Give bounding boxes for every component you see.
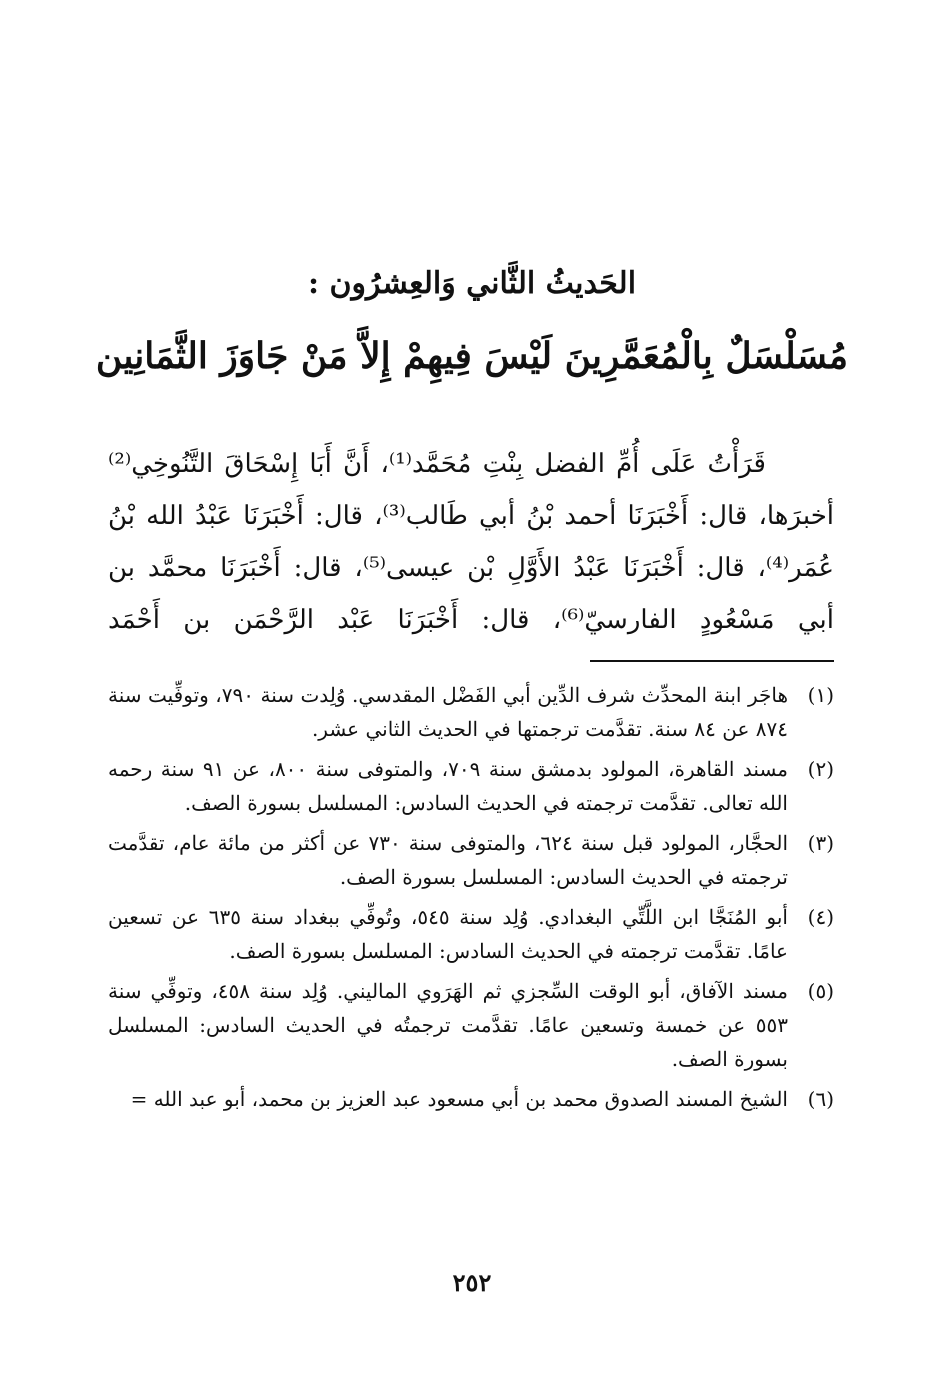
footnote-number: (٦)	[807, 1087, 834, 1111]
footnote-item	[108, 974, 834, 1076]
footnote-text: الحجَّار، المولود قبل سنة ٦٢٤، والمتوفى سنة ٧٣٠ عن أكثر من مائة عام، تقدَّمت ترجمته في الحديث السادس: المسلسل بسورة الصف.	[108, 831, 788, 889]
page-number: ٢٥٢	[452, 1268, 492, 1297]
footnote-item	[108, 826, 834, 894]
footnote-text: أبو المُنَجَّا ابن اللَّتِّي البغدادي. وُلِد سنة ٥٤٥، وتُوفِّي ببغداد سنة ٦٣٥ عن تسعين عامًا. تقدَّمت ترجمته في الحديث السادس: المسلسل بسورة الصف.	[108, 905, 788, 963]
footnote-number: (٥)	[807, 979, 834, 1003]
footnote-text: مسند الآفاق، أبو الوقت السِّجزي ثم الهَرَوي الماليني. وُلِد سنة ٤٥٨، وتوفِّي سنة ٥٥٣ عن خمسة وتسعين عامًا. تقدَّمت ترجمتُه في الحديث السادس: المسلسل بسورة الصف.	[108, 979, 788, 1071]
footnote-item	[108, 752, 834, 820]
main-text-line: قَرَأْتُ عَلَى أُمِّ الفضل بِنْتِ مُحَمَّد⁽¹⁾، أَنَّ أَبَا إِسْحَاقَ التَّنُوخِي⁽²⁾	[108, 449, 766, 479]
main-text	[108, 438, 834, 646]
footnote-text: مسند القاهرة، المولود بدمشق سنة ٧٠٩، والمتوفى سنة ٨٠٠، عن ٩١ سنة رحمه الله تعالى. تقدَّمت ترجمته في الحديث السادس: المسلسل بسورة الصف.	[108, 757, 788, 815]
footnote-number: (٣)	[807, 831, 834, 855]
footnote-text: هاجَر ابنة المحدِّث شرف الدِّين أبي الفَضْل المقدسي. وُلِدت سنة ٧٩٠، وتوفِّيت سنة ٨٧٤ عن ٨٤ سنة. تقدَّمت ترجمتها في الحديث الثاني عشر.	[108, 683, 788, 741]
hadith-title: الحَديثُ الثَّاني وَالعِشرُون :	[307, 266, 637, 301]
footnote-number: (١)	[807, 683, 834, 707]
footnote-separator	[590, 660, 834, 662]
footnotes	[108, 678, 834, 1122]
footnote-item	[108, 900, 834, 968]
main-text-line: أبي مَسْعُودٍ الفارسيّ⁽⁶⁾، قال: أَخْبَرَنَا عَبْد الرَّحْمَن بن أَحْمَد	[108, 605, 834, 635]
footnote-text: الشيخ المسند الصدوق محمد بن أبي مسعود عبد العزيز بن محمد، أبو عبد الله =	[130, 1087, 788, 1111]
footnote-item	[108, 678, 834, 746]
hadith-subtitle: مُسَلْسَلٌ بِالْمُعَمَّرِينَ لَيْسَ فِيهِمْ إِلاَّ مَنْ جَاوَزَ الثَّمَانِين	[95, 335, 849, 377]
main-text-line: أخبرَها، قال: أَخْبَرَنَا أحمد بْنُ أبي طَالب⁽³⁾، قال: أَخْبَرَنَا عَبْدُ الله بْنُ	[108, 501, 834, 531]
footnote-number: (٢)	[807, 757, 834, 781]
main-text-line: عُمَر⁽⁴⁾، قال: أَخْبَرَنَا عَبْدُ الأَوَّلِ بْن عيسى⁽⁵⁾، قال: أَخْبَرَنَا محمَّد بن	[108, 553, 834, 583]
footnote-number: (٤)	[807, 905, 834, 929]
footnote-item	[108, 1082, 834, 1116]
